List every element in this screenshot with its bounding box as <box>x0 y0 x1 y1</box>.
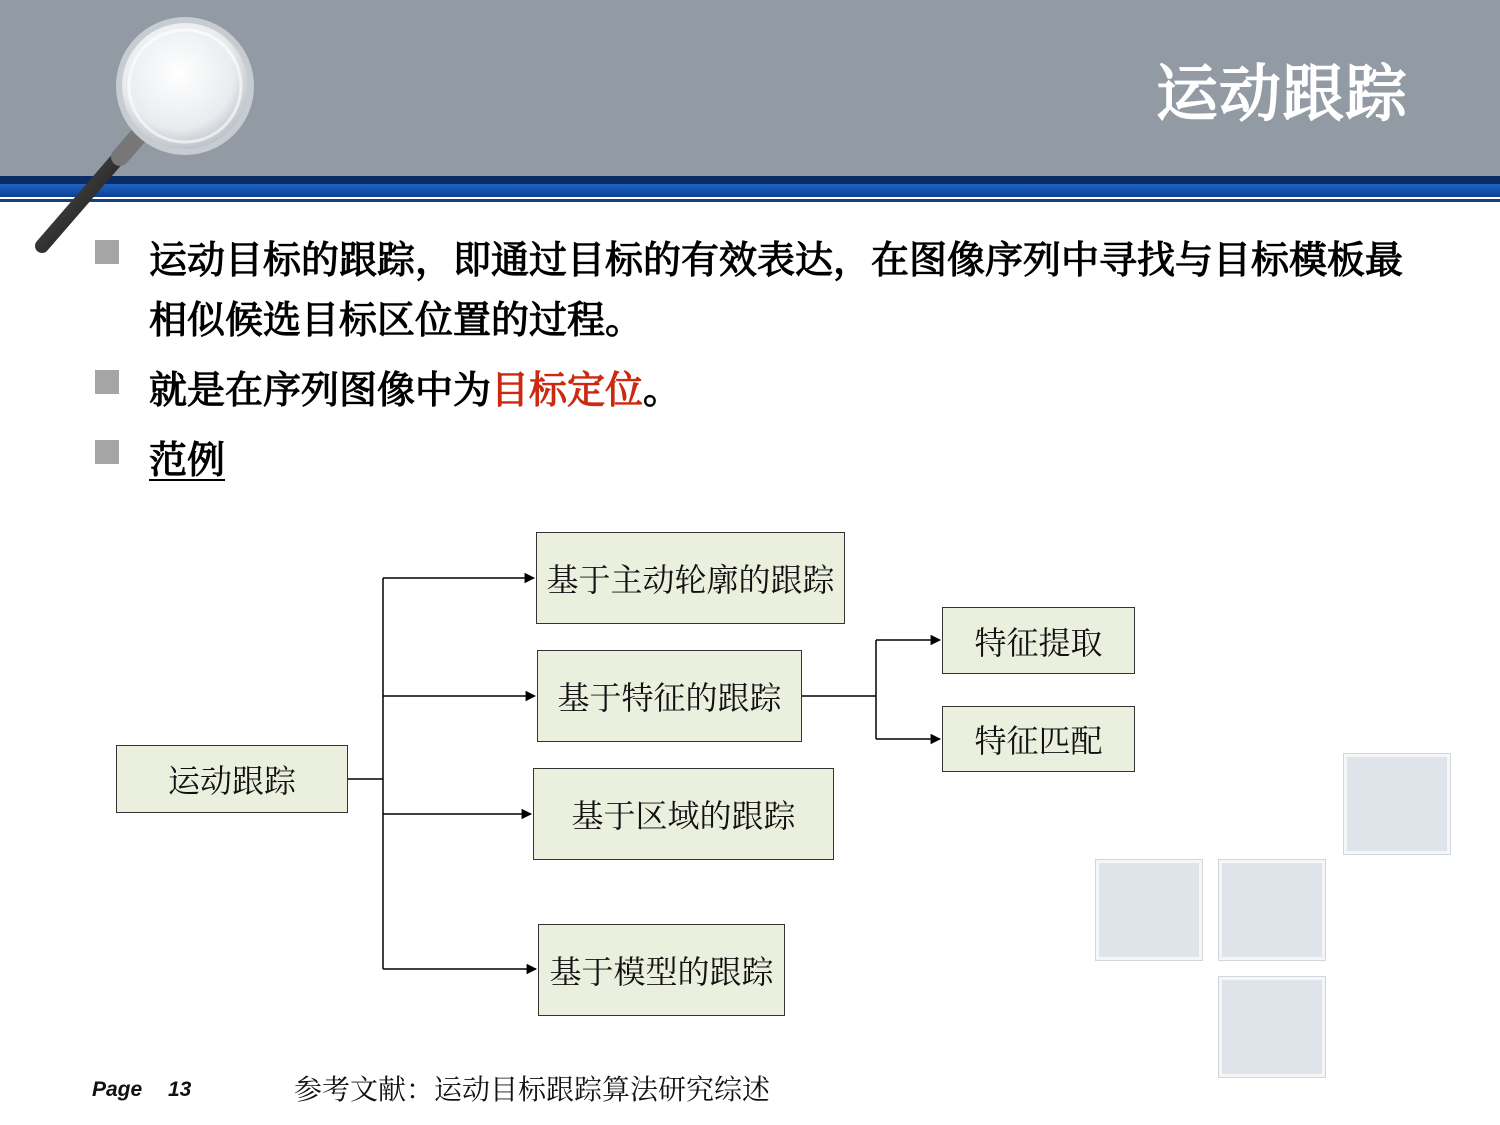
diagram-feature-extraction: 特征提取 <box>942 607 1135 674</box>
bullet-text-2-before: 就是在序列图像中为 <box>149 368 492 412</box>
bullet-highlight: 目标定位 <box>491 368 644 412</box>
page-label: Page <box>92 1078 143 1101</box>
decorative-square <box>1219 860 1325 960</box>
diagram-branch-active-contour: 基于主动轮廓的跟踪 <box>536 532 845 624</box>
diagram-feature-matching: 特征匹配 <box>942 706 1135 772</box>
decorative-square <box>1344 754 1450 854</box>
slide-title: 运动跟踪 <box>1155 57 1408 130</box>
diagram-branch-region: 基于区域的跟踪 <box>533 768 834 860</box>
reference-text: 参考文献：运动目标跟踪算法研究综述 <box>294 1073 771 1106</box>
decorative-square <box>1219 977 1325 1077</box>
diagram-branch-model: 基于模型的跟踪 <box>538 924 785 1016</box>
diagram-root-box: 运动跟踪 <box>116 745 348 813</box>
diagram-branch-feature: 基于特征的跟踪 <box>537 650 802 742</box>
example-link[interactable]: 范例 <box>149 438 226 482</box>
page-number: 13 <box>168 1078 192 1101</box>
bullet-text-2-after: 。 <box>643 368 682 412</box>
bullet-text-1: 运动目标的跟踪，即通过目标的有效表达，在图像序列中寻找与目标模板最相似候选目标区位置的过程。 <box>149 238 1404 342</box>
decorative-square <box>1096 860 1202 960</box>
